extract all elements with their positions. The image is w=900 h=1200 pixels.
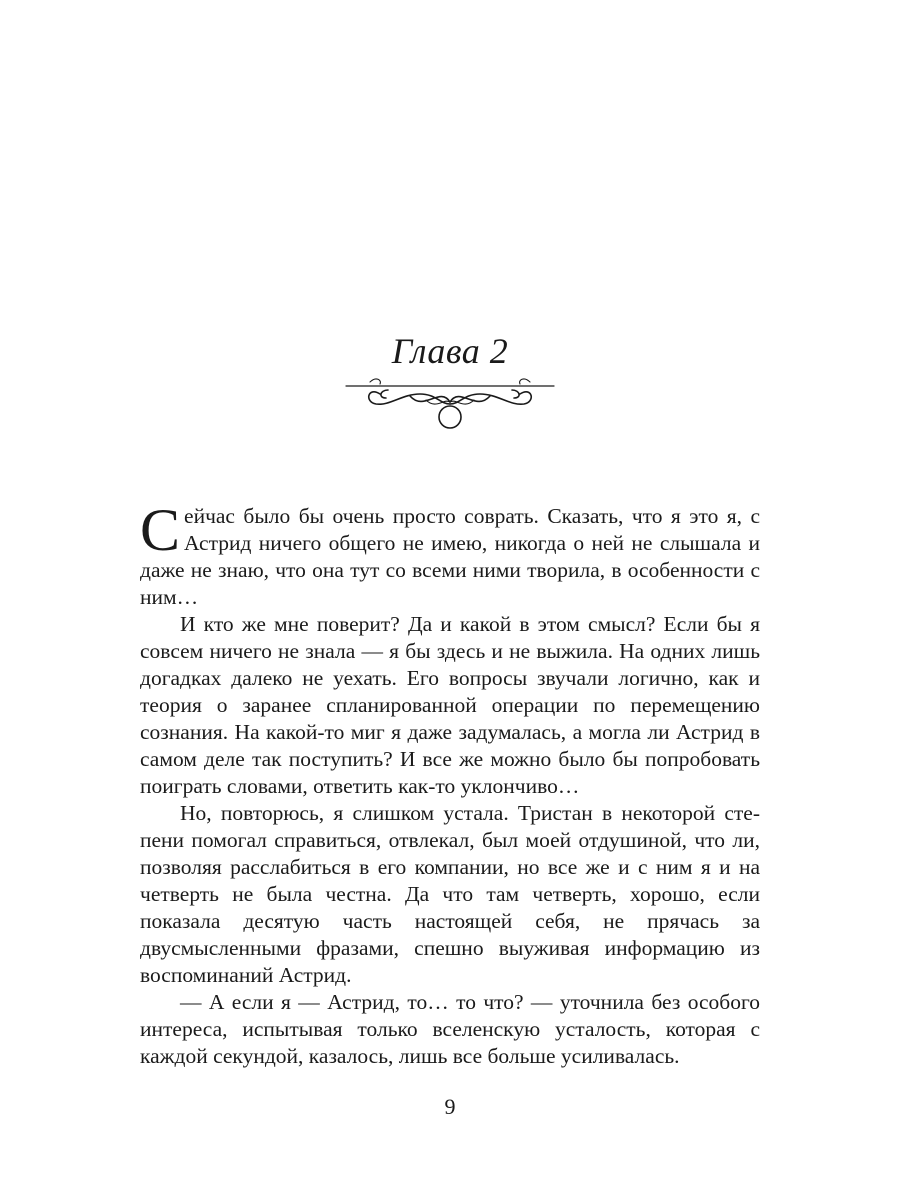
paragraph-3: Но, повторюсь, я слишком устала. Тристан в некоторой степени помогал справиться, отвлекал, был моей отдушиной, что ли, позволяя расслабиться в его компании, но все же и с ним я и на четверть не была честна. Да что там четверть, хорошо, если показала десятую часть настоящей себя, не прячась за двусмысленными фразами, спешно выуживая информацию из воспоминаний Астрид. — [140, 801, 760, 987]
paragraph-1-text: ейчас было бы очень просто соврать. Сказать, что я это я, с Астрид ничего общего не имею, никогда о ней не слышала и даже не знаю, что она тут со всеми ними творила, в особенности с ним… — [140, 504, 760, 609]
paragraph-2: И кто же мне поверит? Да и какой в этом смысл? Если бы я совсем ничего не знала — я бы здесь и не выжила. На одних лишь догадках далеко не уехать. Его вопросы звучали логично, как и теория о заранее спланированной операции по перемещению сознания. На какой-то миг я даже задумалась, а могла ли Астрид в самом деле так поступить? И все же можно было бы попробовать поиграть словами, ответить как-то уклончиво… — [140, 612, 760, 798]
chapter-title: Глава 2 — [391, 331, 509, 371]
paragraph-4: — А если я — Астрид, то… то что? — уточнила без особого интереса, испытывая только вселенскую усталость, которая с каждой секундой, казалось, лишь все больше усиливалась. — [140, 990, 760, 1068]
drop-cap: С — [140, 497, 181, 563]
page-number: 9 — [444, 1094, 456, 1119]
chapter-body — [140, 497, 760, 1070]
paragraph-1 — [140, 497, 760, 611]
decorative-flourish-icon — [340, 372, 560, 434]
